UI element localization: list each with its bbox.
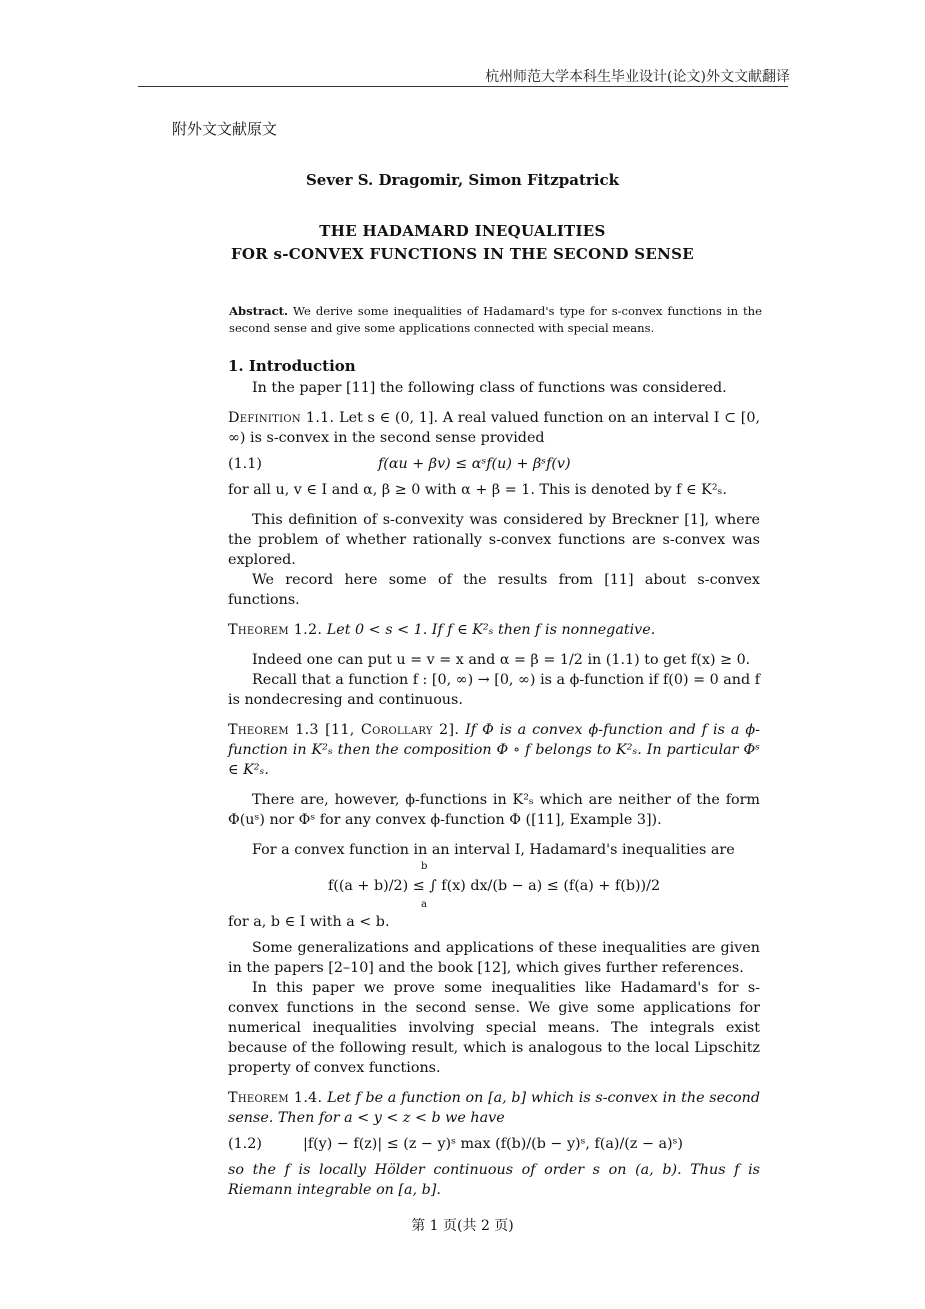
theorem-text: Let 0 < s < 1. If f ∈ K²ₛ then f is nonnegative. [326, 622, 656, 638]
theorem-text: If Φ is a convex ϕ-function and f is a ϕ-function in K²ₛ then the composition Φ ∘ f belongs to K²ₛ. In particular Φˢ ∈ K²ₛ. [228, 722, 760, 778]
page-footer: 第 1 页(共 2 页) [411, 1218, 514, 1234]
paragraph: In this paper we prove some inequalities like Hadamard's for s-convex functions in the second sense. We give some applications for numerical inequalities involving special means. The integrals exist because of the following result, which is analogous to the local Lipschitz property of convex functions. [228, 980, 760, 1076]
paragraph: Some generalizations and applications of these inequalities are given in the papers [2–10] and the book [12], which gives further references. [228, 940, 760, 976]
definition-text: Let s ∈ (0, 1]. A real valued function on an interval I ⊂ [0, ∞) is s-convex in the second sense provided [228, 410, 761, 446]
theorem-1-4 [228, 1088, 760, 1128]
abstract-label: Abstract. [229, 304, 289, 318]
paragraph: for a, b ∈ I with a < b. [228, 914, 390, 930]
theorem-label: Theorem 1.4. [228, 1090, 323, 1106]
definition-label: Definition 1.1. [228, 410, 335, 426]
paragraph: For a convex function in an interval I, Hadamard's inequalities are [252, 842, 735, 858]
integral-upper-limit: b [421, 861, 428, 872]
hadamard-inequality [228, 860, 760, 912]
abstract [229, 303, 762, 337]
paper-title-line-2: FOR s-CONVEX FUNCTIONS IN THE SECOND SENSE [230, 245, 695, 263]
document-header: 杭州师范大学本科生毕业设计(论文)外文文献翻译 [485, 69, 790, 85]
equation-1-2 [228, 1134, 760, 1154]
theorem-label: Theorem 1.2. [228, 622, 323, 638]
paragraph: In the paper [11] the following class of functions was considered. [252, 380, 727, 396]
equation-body: |f(y) − f(z)| ≤ (z − y)ˢ max (f(b)/(b − y)ˢ, f(a)/(z − a)ˢ) [303, 1136, 683, 1152]
theorem-1-2 [228, 620, 760, 640]
definition-1-1 [228, 408, 760, 448]
conclusion-text: so the f is locally Hölder continuous of order s on (a, b). Thus f is Riemann integrable on [a, b]. [228, 1162, 760, 1198]
abstract-text: We derive some inequalities of Hadamard's type for s-convex functions in the second sense and give some applications connected with special means. [229, 304, 762, 335]
paper-title-line-1: THE HADAMARD INEQUALITIES [319, 222, 606, 240]
paper-body [228, 356, 760, 1200]
paragraph: This definition of s-convexity was considered by Breckner [1], where the problem of whether rationally s-convex functions are s-convex was explored. [228, 512, 760, 568]
section-label: 附外文文献原文 [172, 120, 278, 138]
equation-number: (1.1) [228, 456, 262, 472]
header-divider [138, 86, 788, 87]
equation-number: (1.2) [228, 1136, 262, 1152]
paragraph: Recall that a function f : [0, ∞) → [0, ∞) is a ϕ-function if f(0) = 0 and f is nondecresing and continuous. [228, 672, 760, 708]
intro-heading: 1. Introduction [228, 357, 356, 375]
paragraph [228, 1160, 760, 1200]
theorem-text: Let f be a function on [a, b] which is s-convex in the second sense. Then for a < y < z < b we have [228, 1090, 761, 1126]
hadamard-equation: f((a + b)/2) ≤ ∫ f(x) dx/(b − a) ≤ (f(a) + f(b))/2 [327, 878, 661, 894]
paper-authors: Sever S. Dragomir, Simon Fitzpatrick [305, 171, 620, 189]
equation-1-1 [228, 454, 760, 474]
equation-body: f(αu + βv) ≤ αˢf(u) + βˢf(v) [378, 456, 571, 472]
theorem-1-3 [228, 720, 760, 780]
paragraph: Indeed one can put u = v = x and α = β = 1/2 in (1.1) to get f(x) ≥ 0. [252, 652, 751, 668]
integral-lower-limit: a [421, 899, 427, 910]
paragraph: for all u, v ∈ I and α, β ≥ 0 with α + β = 1. This is denoted by f ∈ K²ₛ. [228, 482, 727, 498]
paragraph: We record here some of the results from [11] about s-convex functions. [228, 572, 760, 608]
paragraph: There are, however, ϕ-functions in K²ₛ which are neither of the form Φ(uˢ) nor Φˢ for any convex ϕ-function Φ ([11], Example 3]). [228, 792, 760, 828]
theorem-label: Theorem 1.3 [11, Corollary 2]. [228, 722, 460, 738]
